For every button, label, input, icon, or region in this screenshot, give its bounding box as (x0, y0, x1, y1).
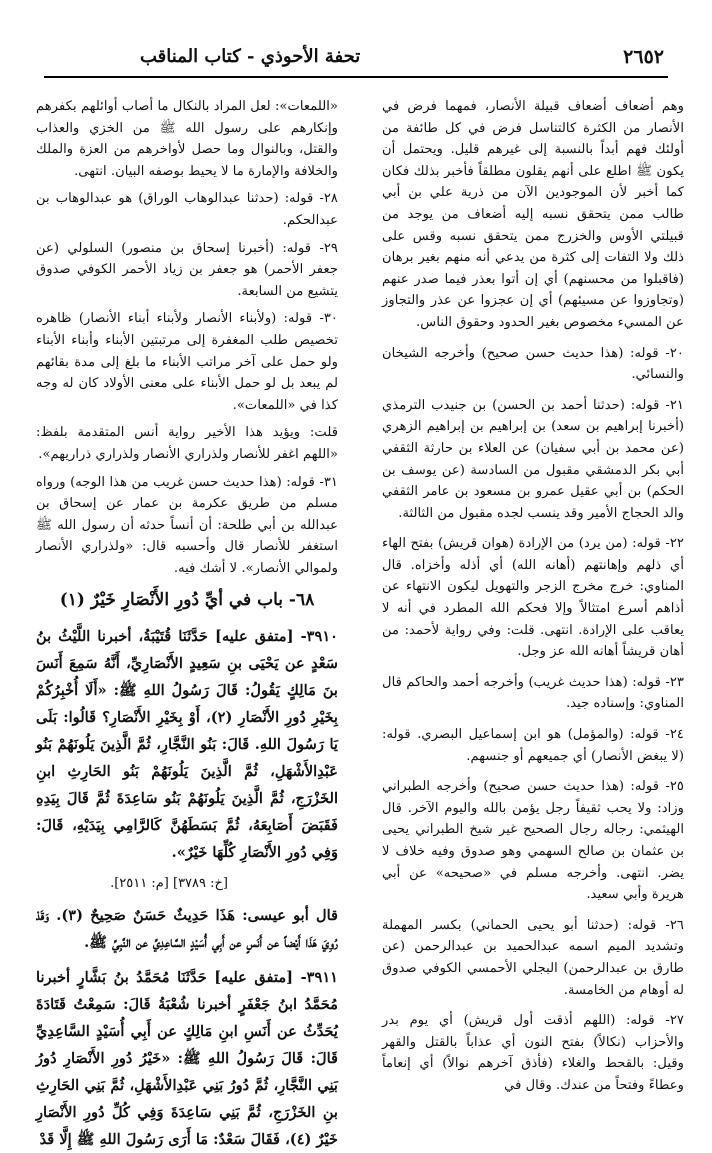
commentary-paragraph: ٣٠- قوله: (ولأبناء الأنصار ولأبناء أبناء الأنصار) ظاهره تخصيص طلب المغفرة إلى مرتبتين الأبناء وأبناء الأبناء ولو حمل على آخر مراتب الأبناء ما بلغ إلى مدة بقائهم لم يبعد بل لو حمل الأبناء على معنى الأولاد كان له وجه كذا في «اللمعات». (36, 311, 338, 413)
commentary-paragraph: ٢٣- قوله: (هذا حديث غريب) وأخرجه أحمد والحاكم قال المناوي: وإسناده جيد. (382, 674, 684, 712)
left-column (36, 96, 339, 1149)
page-number: ٢٦٥٢ (623, 46, 664, 68)
commentary-paragraph: ٢١- قوله: (حدثنا أحمد بن الحسن) بن جنيدب الترمذي (أخبرنا إبراهيم بن سعد) بن إبراهيم بن إبراهيم الزهري (عن محمد بن أبي سفيان) عن العلاء بن حارثة الثقفي أبي بكر الدمشقي مقبول من السادسة (عن يوسف بن الحكم) بن أبي عقيل عمرو بن مسعود بن عامر الثقفي والد الحجاج الأمير وقد ينسب لجده مقبول من الثالثة. (382, 397, 684, 521)
commentary-paragraph: «اللمعات»: لعل المراد بالنكال ما أصاب أوائلهم بكفرهم وإنكارهم على رسول الله ﷺ من الخزي والعذاب والقتل، وبالنوال وما حصل لأواخرهم من العزة والملك والخلافة والإمارة ما لا يحيط بوصفه البيان. انتهى. (36, 99, 338, 179)
commentary-paragraph: ٢٨- قوله: (حدثنا عبدالوهاب الوراق) هو عبدالوهاب بن عبدالحكم. (36, 191, 338, 228)
hadith-reference: [خ: ٣٧٨٩] [م: ٢٥١١]. (110, 876, 228, 892)
commentary-paragraph: ٢٠- قوله: (هذا حديث حسن صحيح) وأخرجه الشيخان والنسائي. (382, 345, 684, 383)
commentary-paragraph: ٢٥- قوله: (هذا حديث حسن صحيح) وأخرجه الطبراني وزاد: ولا يحب ثقيفاً رجل يؤمن بالله واليوم الآخر. قال الهيثمي: رجاله رجال الصحيح غير شيخ الطبراني يحيى بن عثمان بن صالح السهمي وهو صدوق وفيه خلاف لا يضر. انتهى. وأخرجه مسلم في «صحيحه» عن أبي هريرة وأبي سعيد. (382, 779, 684, 903)
commentary-paragraph: ٢٦- قوله: (حدثنا أبو يحيى الحماني) بكسر المهملة وتشديد الميم اسمه عبدالحميد بن عبدالرحمن (عن طارق بن عبدالرحمن) البجلي الأحمسي الكوفي صدوق له أوهام من الخامسة. (382, 917, 684, 998)
hadith-text: ٣٩١٠- [متفق عليه] حَدَّثَنَا قُتَيْبَةُ، أخبرنا اللَّيْثُ بنُ سَعْدٍ عن يَحْيَى بنِ سَعِيدٍ الأَنْصَارِيِّ، أَنَّهُ سَمِعَ أَنَسَ بنَ مَالِكٍ يَقُولُ: قَالَ رَسُولُ اللهِ ﷺ: «أَلَا أُخْبِرُكُمْ بِخَيْرِ دُورِ الأَنْصَارِ (٢)، أَوْ بِخَيْرِ الأَنْصَارِ؟ قَالُوا: بَلَى يَا رَسُولَ اللهِ. قَالَ: بَنُو النَّجَّارِ، ثُمَّ الَّذِينَ يَلُونَهُمْ بَنُو عَبْدِالأَشْهَلِ، ثُمَّ الَّذِينَ يَلُونَهُمْ بَنُو الحَارِثِ ابنِ الخَزْرَجِ، ثُمَّ الَّذِينَ يَلُونَهُمْ بَنُو سَاعِدَةَ ثُمَّ قَالَ بِيَدِهِ فَقَبَضَ أَصَابِعَهُ، ثُمَّ بَسَطَهُنَّ كَالرَّامِي بِيَدَيْهِ، قَالَ: وَفِي دُورِ الأَنْصَارِ كُلِّهَا خَيْرٌ». (36, 628, 338, 862)
commentary-paragraph: ٢٤- قوله: (والمؤمل) هو ابن إسماعيل البصري. قوله: (لا يبغض الأنصار) أي جميعهم أو جنسهم. (382, 727, 684, 764)
commentary-paragraph: ٢٢- قوله: (من يرد) من الإرادة (هوان قريش) بفتح الهاء أي ذلهم وإهانتهم (أهانه الله) أي أذله وأخزاه. قال المناوي: خرج مخرج الزجر والتهويل ليكون الانتهاء عن أذاهم أسرع امتثالاً وإلا فحكم الله المطرد في أنه لا يعاقب على الإرادة. انتهى. قلت: وفي رواية لأحمد: من أهان قريشاً أهانه الله عز وجل. (382, 536, 684, 660)
commentary-paragraph: ٢٩- قوله: (أخبرنا إسحاق بن منصور) السلولي (عن جعفر الأحمر) هو جعفر بن زياد الأحمر الكوفي صدوق يتشيع من السابعة. (36, 240, 338, 299)
running-title: تحفة الأحوذي - كتاب المناقب (140, 46, 361, 67)
page-header (44, 40, 668, 78)
hadith-text: ٣٩١١- [متفق عليه] حَدَّثَنَا مُحَمَّدُ بنُ بَشَّارٍ أخبرنا مُحَمَّدُ ابنُ جَعْفَرٍ أخبرنا شُعْبَةُ قَالَ: سَمِعْتُ قَتَادَةَ يُحَدِّثُ عن أَنَسِ ابنِ مَالِكٍ عن أَبِي أُسَيْدٍ السَّاعِدِيِّ قَالَ: قَالَ رَسُولُ اللهِ ﷺ: «خَيْرُ دُورِ الأَنْصَارِ دُورُ بَنِي النَّجَّارِ، ثُمَّ دُورُ بَنِي عَبْدِالأَشْهَلِ، ثُمَّ بَنِي الحَارِثِ بنِ الخَزْرَجِ، ثُمَّ بَنِي سَاعِدَةَ وَفِي كُلِّ دُورِ الأَنْصَارِ خَيْرٌ (٤)، فَقَالَ سَعْدٌ: مَا أَرَى رَسُولَ اللهِ ﷺ إِلَّا قَدْ (36, 969, 339, 1149)
right-column (382, 96, 684, 1108)
commentary-paragraph: وهم أضعاف أضعاف قبيلة الأنصار، فمهما فرض في الأنصار من الكثرة كالتناسل فرض في كل طائفة من أولئك فهم أبداً بالنسبة إلى غيرهم قليل. ويحتمل أن يكون ﷺ اطلع على أنهم يقلون مطلقاً فأخبر بذلك فكان كما أخبر لأن الموجودين الآن من ذرية علي بن أبي طالب ممن يتحقق نسبه إليه أضعاف من يوجد من قبيلتي الأوس والخزرج ممن يتحقق نسبه وقس على ذلك ولا التفات إلى كثرة من يدعي أنه منهم بغير برهان (فاقبلوا من محسنهم) أي إن أتوا بعذر فيما صدر عنهم (وتجاوزوا عن مسيئهم) أي إن عجزوا عن عذر والتجاوز عن المسيء مخصوص بغير الحدود وحقوق الناس. (382, 99, 684, 330)
chapter-heading: ٦٨- باب في أيِّ دُورِ الأَنْصَارِ خَيْرٌ (١) (59, 590, 315, 611)
commentary-paragraph: قلت: ويؤيد هذا الأخير رواية أنس المتقدمة بلفظ: «اللهم اغفر للأنصار ولذراري الأنصار ولذراري ذراريهم». (36, 425, 338, 462)
commentary-paragraph: ٣١- قوله: (هذا حديث حسن غريب من هذا الوجه) ورواه مسلم من طريق عكرمة بن عمار عن إسحاق بن عبدالله بن أبي طلحة: أن أنساً حدثه أن رسول الله ﷺ استغفر للأنصار قال وأحسبه قال: «ولذراري الأنصار ولموالي الأنصار». لا أشك فيه. (36, 474, 338, 576)
hadith-grade: قال أبو عيسى: هَذَا حَدِيثٌ حَسَنٌ صَحِيحٌ (٣). وَقَدْ رُوِيَ هَذَا أَيْضاً عن أَنَسٍ عن أَبِي أُسَيْدٍ السَّاعِدِيِّ عن النَّبِيِّ ﷺ. (36, 907, 339, 952)
commentary-paragraph: ٢٧- قوله: (اللهم أذقت أول قريش) أي يوم بدر والأحزاب (نكالاً) بفتح النون أي عذاباً بالقتل والقهر وقيل: بالقحط والغلاء (فأذق آخرهم نوالاً) أي إنعاماً وعطاءً وفتحاً من عندك. وقال في (382, 1013, 684, 1093)
